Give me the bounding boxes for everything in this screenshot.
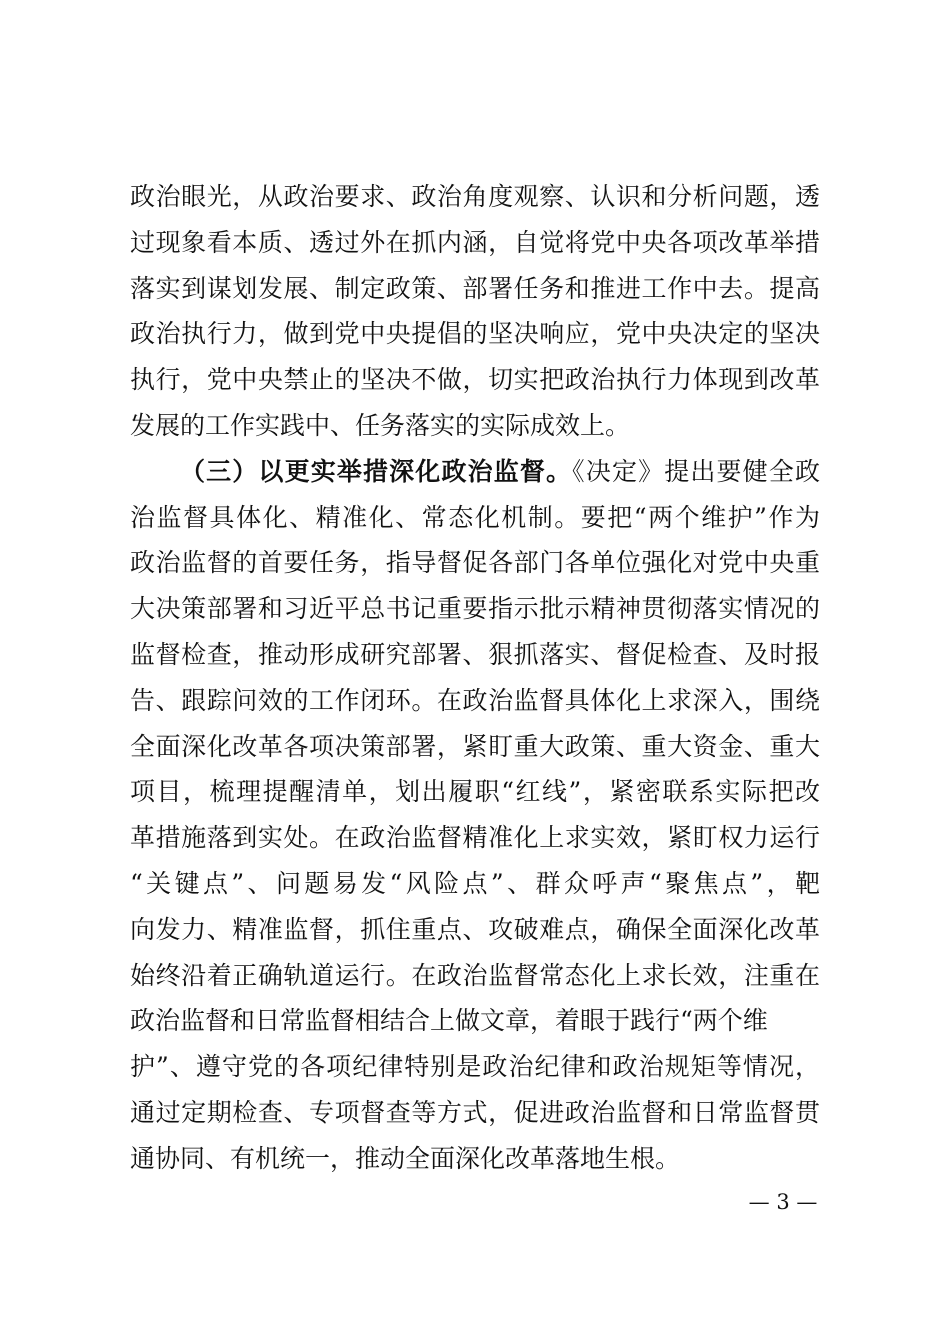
- paragraph-2-line: “关键点”、问题易发“风险点”、群众呼声“聚焦点”，靶: [130, 868, 820, 898]
- paragraph-2-line: 政治监督的首要任务，指导督促各部门各单位强化对党中央重: [130, 548, 820, 578]
- paragraph-2-first-line-text: 《决定》提出要健全政: [572, 456, 820, 486]
- paragraph-1-line: 过现象看本质、透过外在抓内涵，自觉将党中央各项改革举措: [130, 227, 820, 257]
- section-heading: （三）以更实举措深化政治监督。: [180, 456, 573, 486]
- body-text: [130, 174, 820, 1182]
- paragraph-1-line: 执行，党中央禁止的坚决不做，切实把政治执行力体现到改革: [130, 365, 820, 395]
- paragraph-2-line: 通过定期检查、专项督查等方式，促进政治监督和日常监督贯: [130, 1097, 820, 1127]
- paragraph-2-first-line: [130, 449, 820, 495]
- paragraph-2-line: 全面深化改革各项决策部署，紧盯重大政策、重大资金、重大: [130, 731, 820, 761]
- paragraph-2-line: 大决策部署和习近平总书记重要指示批示精神贯彻落实情况的: [130, 594, 820, 624]
- paragraph-1-line: 落实到谋划发展、制定政策、部署任务和推进工作中去。提高: [130, 273, 820, 303]
- paragraph-2-line: 监督检查，推动形成研究部署、狠抓落实、督促检查、及时报: [130, 639, 820, 669]
- paragraph-2-line: 革措施落到实处。在政治监督精准化上求实效，紧盯权力运行: [130, 823, 820, 853]
- paragraph-1-line: 政治执行力，做到党中央提倡的坚决响应，党中央决定的坚决: [130, 319, 820, 349]
- paragraph-2-line: 向发力、精准监督，抓住重点、攻破难点，确保全面深化改革: [130, 914, 820, 944]
- page-number: — 3 —: [748, 1190, 818, 1214]
- paragraph-2-line: 告、跟踪问效的工作闭环。在政治监督具体化上求深入，围绕: [130, 685, 820, 715]
- paragraph-1-line: 政治眼光，从政治要求、政治角度观察、认识和分析问题，透: [130, 182, 820, 211]
- paragraph-2-line: 通协同、有机统一，推动全面深化改革落地生根。: [130, 1143, 681, 1173]
- paragraph-2-line: 项目，梳理提醒清单，划出履职“红线”，紧密联系实际把改: [130, 777, 820, 807]
- paragraph-2-line: 政治监督和日常监督相结合上做文章，着眼于践行“两个维: [130, 1006, 768, 1036]
- paragraph-2-line: 治监督具体化、精准化、常态化机制。要把“两个维护”作为: [130, 502, 820, 532]
- paragraph-1-line: 发展的工作实践中、任务落实的实际成效上。: [130, 410, 631, 440]
- paragraph-2-line: 始终沿着正确轨道运行。在政治监督常态化上求长效，注重在: [130, 960, 820, 990]
- paragraph-2-line: 护”、遵守党的各项纪律特别是政治纪律和政治规矩等情况，: [130, 1052, 820, 1082]
